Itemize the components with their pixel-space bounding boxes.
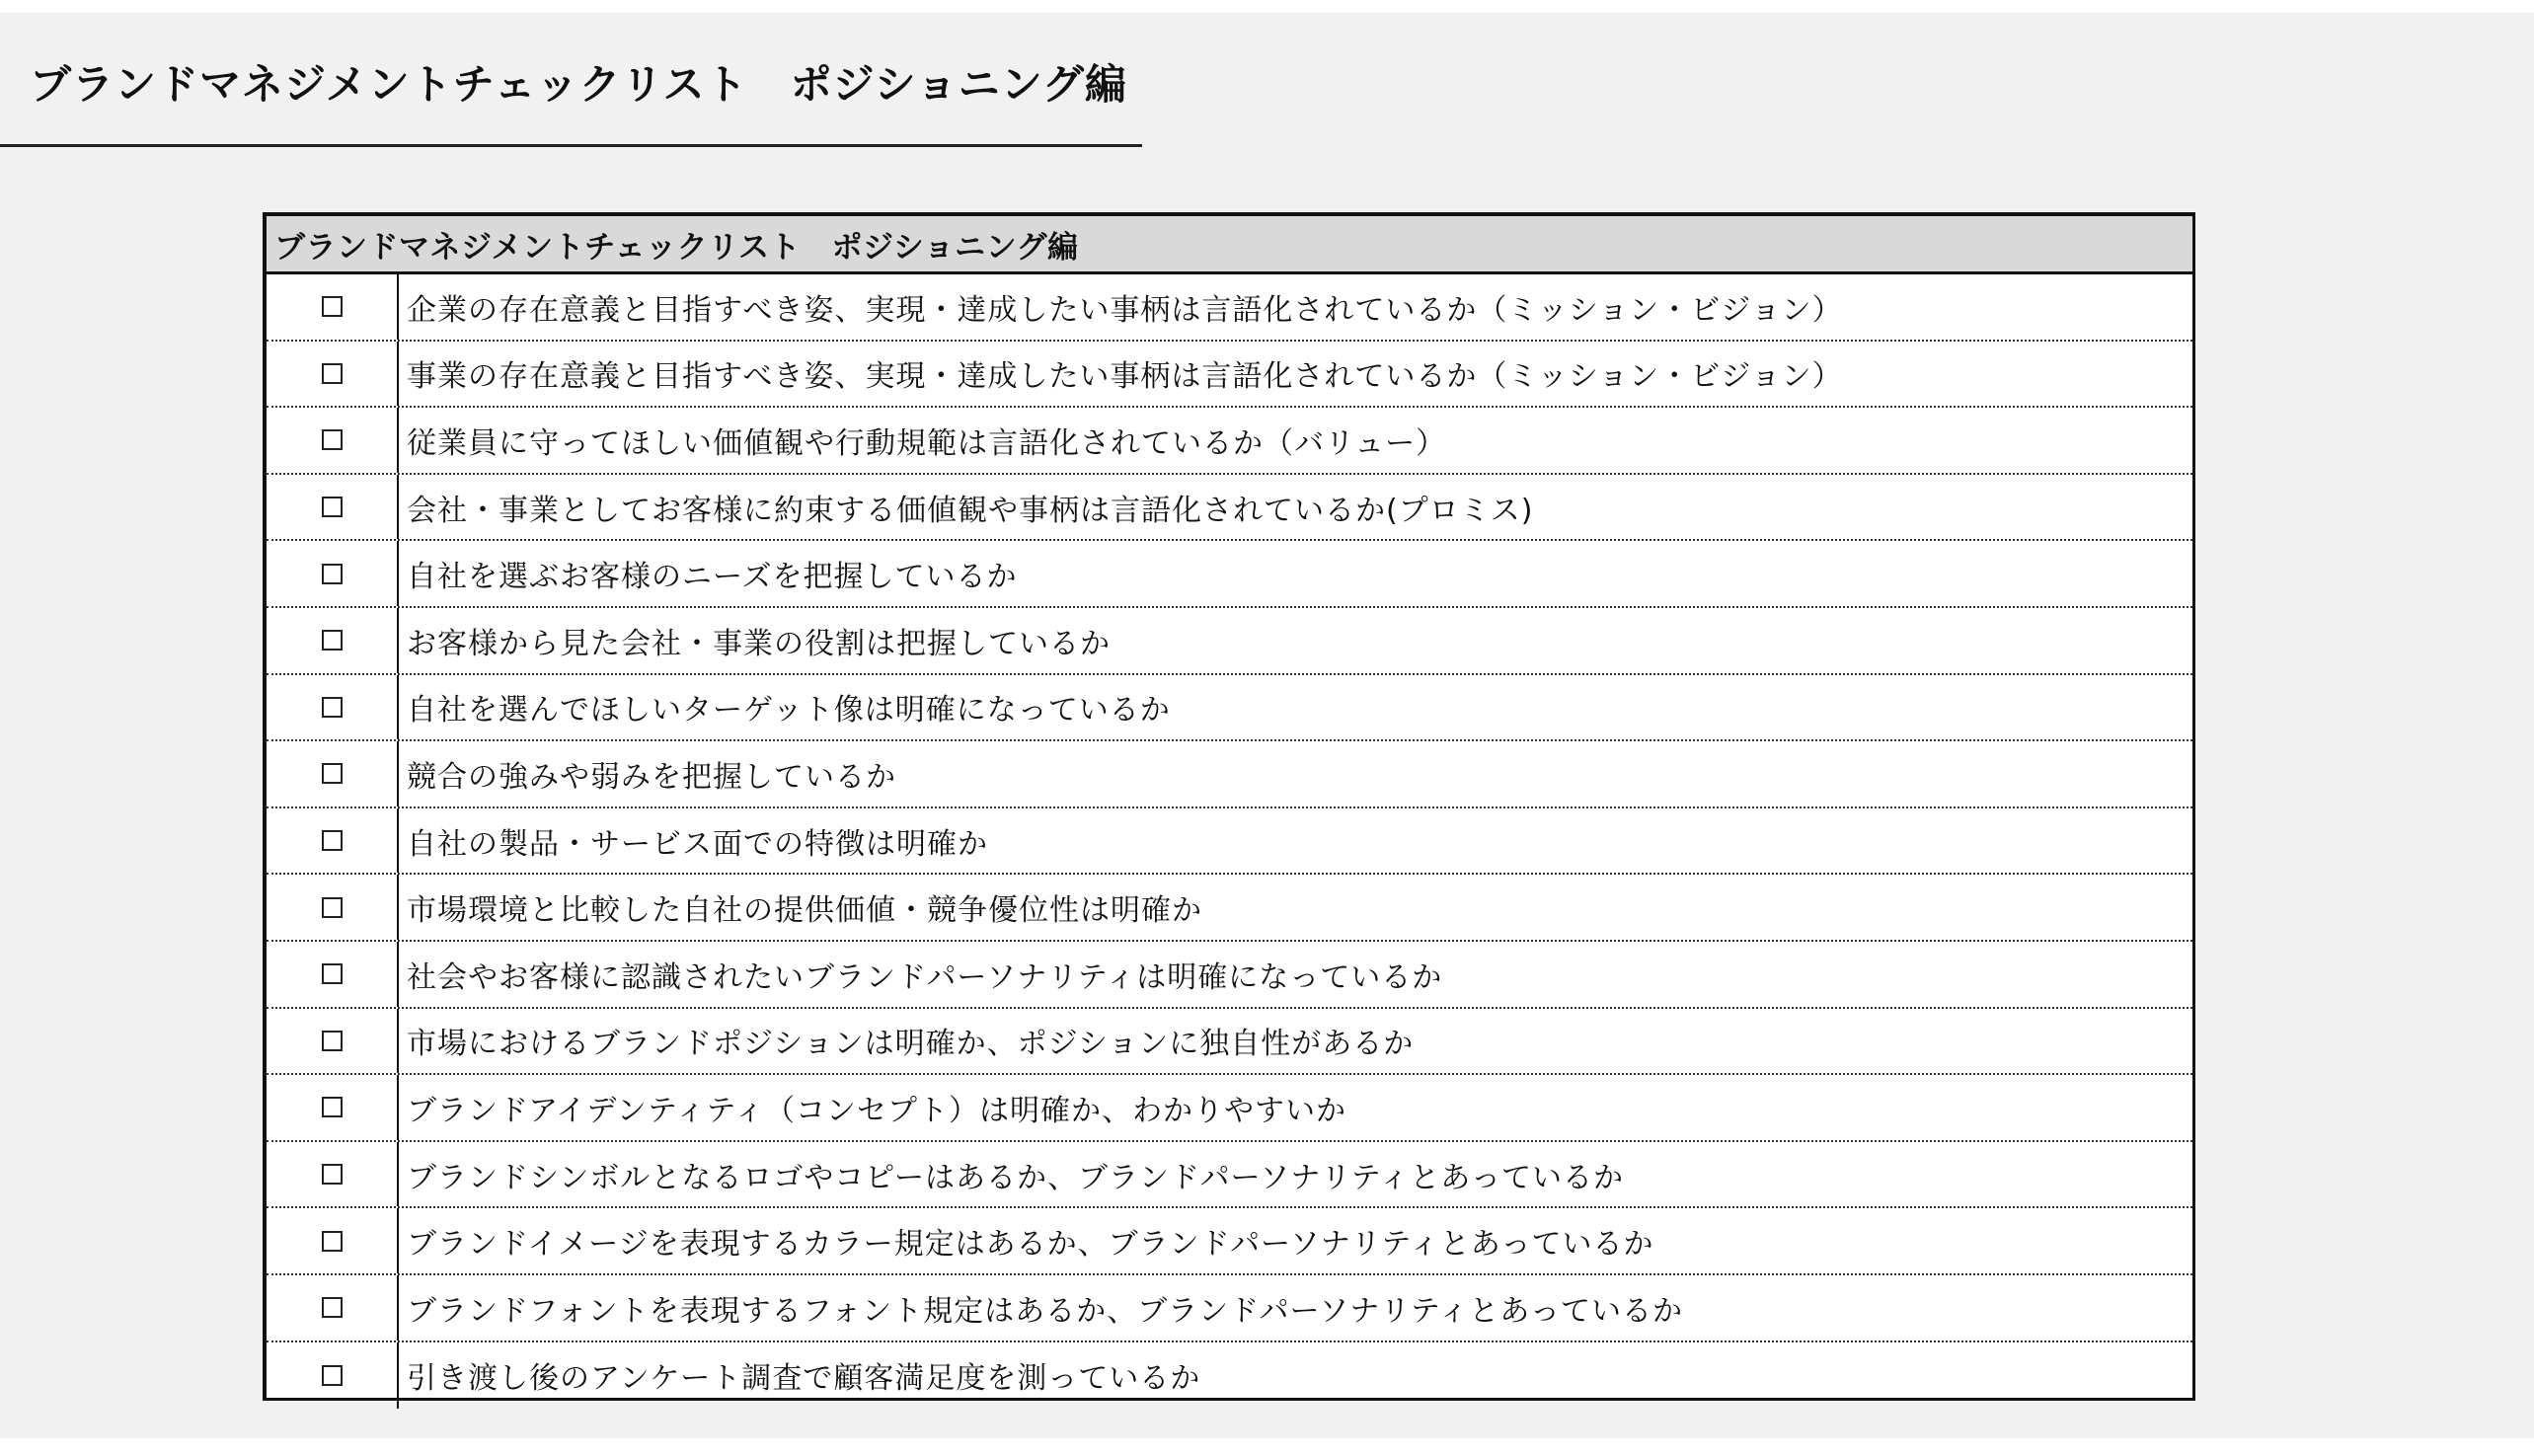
checkbox-cell [267,1275,399,1341]
checkbox-empty-icon[interactable] [322,564,343,584]
checkbox-cell [267,541,399,606]
checkbox-cell [267,741,399,806]
checkbox-empty-icon[interactable] [322,1365,343,1386]
document-sheet [0,13,2534,1438]
checkbox-empty-icon[interactable] [322,763,343,784]
checklist-header: ブランドマネジメントチェックリスト ポジショニング編 [267,216,2192,274]
checklist-row [267,675,2192,742]
checklist-row [267,475,2192,542]
checklist-item-text: 企業の存在意義と目指すべき姿、実現・達成したい事柄は言語化されているか（ミッション・ビジョン） [407,292,1843,328]
checklist-row [267,1075,2192,1142]
checklist-row [267,1208,2192,1275]
checklist-item-text: 市場におけるブランドポジションは明確か、ポジションに独自性があるか [407,1027,1415,1062]
checklist-row [267,541,2192,608]
checklist-row [267,1342,2192,1410]
checklist-row [267,1275,2192,1342]
checklist-row [267,741,2192,808]
checklist-item-text: ブランドフォントを表現するフォント規定はあるか、ブランドパーソナリティとあっているか [407,1293,1683,1329]
checklist-item-text: 会社・事業としてお客様に約束する価値観や事柄は言語化されているか(プロミス) [407,493,1534,528]
checklist-rows [267,274,2192,1409]
checkbox-cell [267,1208,399,1273]
checklist-item-text: 市場環境と比較した自社の提供価値・競争優位性は明確か [407,893,1202,929]
checklist-item-text: ブランドイメージを表現するカラー規定はあるか、ブランドパーソナリティとあっているか [407,1227,1654,1263]
checklist-item-text: 社会やお客様に認識されたいブランドパーソナリティは明確になっているか [407,959,1443,995]
page-title: ブランドマネジメントチェックリスト ポジショニング編 [30,60,1127,109]
checklist-row [267,274,2192,342]
checklist-row [267,342,2192,409]
checklist-item-text: お客様から見た会社・事業の役割は把握しているか [407,626,1111,661]
checklist-row [267,875,2192,942]
checkbox-cell [267,942,399,1007]
checkbox-cell [267,408,399,473]
checklist-item-text: ブランドアイデンティティ（コンセプト）は明確か、わかりやすいか [407,1093,1346,1128]
checklist-item-text: 自社の製品・サービス面での特徴は明確か [407,826,988,862]
checkbox-empty-icon[interactable] [322,830,343,851]
checklist-row [267,408,2192,475]
checklist-item-text: ブランドシンボルとなるロゴやコピーはあるか、ブランドパーソナリティとあっているか [407,1160,1624,1195]
checklist-item-text: 競合の強みや弱みを把握しているか [407,759,896,795]
checkbox-empty-icon[interactable] [322,1031,343,1051]
checkbox-cell [267,274,399,340]
checkbox-cell [267,608,399,673]
checklist-row [267,942,2192,1009]
checkbox-empty-icon[interactable] [322,497,343,517]
checklist-row [267,1009,2192,1076]
checkbox-empty-icon[interactable] [322,1297,343,1318]
checklist-item-text: 引き渡し後のアンケート調査で顧客満足度を測っているか [407,1361,1201,1397]
checkbox-cell [267,342,399,407]
checkbox-cell [267,808,399,874]
checkbox-cell [267,675,399,740]
checkbox-empty-icon[interactable] [322,429,343,450]
checklist-item-text: 事業の存在意義と目指すべき姿、実現・達成したい事柄は言語化されているか（ミッション・ビジョン） [407,359,1843,395]
checkbox-cell [267,1342,399,1410]
checklist-row [267,608,2192,675]
checkbox-empty-icon[interactable] [322,363,343,384]
checklist-item-text: 自社を選んでほしいターゲット像は明確になっているか [407,693,1171,728]
checkbox-cell [267,1009,399,1074]
checklist-item-text: 従業員に守ってほしい価値観や行動規範は言語化されているか（バリュー） [407,425,1447,461]
checkbox-empty-icon[interactable] [322,1097,343,1117]
checkbox-empty-icon[interactable] [322,897,343,918]
checkbox-cell [267,875,399,940]
checklist-row [267,1142,2192,1209]
checkbox-empty-icon[interactable] [322,963,343,984]
checkbox-cell [267,475,399,540]
title-underline [0,144,1142,147]
checkbox-empty-icon[interactable] [322,296,343,317]
checkbox-empty-icon[interactable] [322,630,343,651]
checklist-item-text: 自社を選ぶお客様のニーズを把握しているか [407,560,1018,595]
checklist-row [267,808,2192,876]
checklist-table [263,212,2195,1401]
checkbox-cell [267,1142,399,1207]
checkbox-empty-icon[interactable] [322,1231,343,1252]
checkbox-empty-icon[interactable] [322,1164,343,1185]
checkbox-empty-icon[interactable] [322,697,343,718]
checkbox-cell [267,1075,399,1140]
